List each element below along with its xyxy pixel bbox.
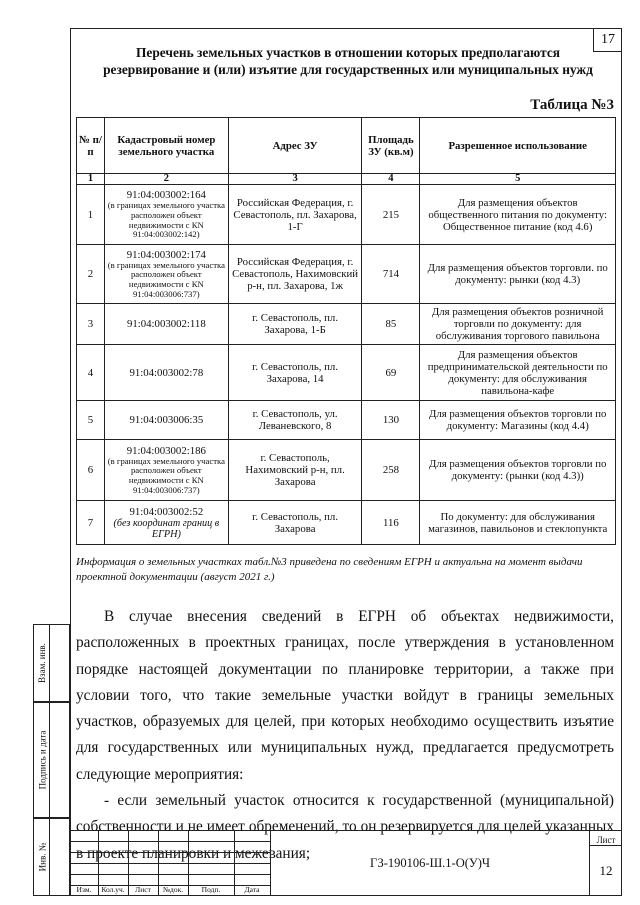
row-number: 2 xyxy=(77,245,105,304)
use-cell: Для размещения объектов розничной торговли по документу: для обслуживания торгового павильона xyxy=(420,304,616,345)
table-row xyxy=(77,440,616,501)
table-label: Таблица №3 xyxy=(530,97,614,113)
area-cell: 116 xyxy=(362,501,420,545)
cadastral-number: 91:04:003006:35 xyxy=(129,414,204,426)
col-number: 4 xyxy=(362,174,420,185)
col-number: 5 xyxy=(420,174,616,185)
sheet-number: 12 xyxy=(599,863,613,878)
side-cell-replacement-inv xyxy=(33,624,70,702)
side-label: Инв. № xyxy=(37,842,47,872)
col-number: 3 xyxy=(228,174,362,185)
use-cell: По документу: для обслуживания магазинов, павильонов и стеклопункта xyxy=(420,501,616,545)
stamp-header: Изм. xyxy=(76,885,92,894)
column-number-row xyxy=(77,174,616,185)
address-cell: г. Севастополь, ул. Леваневского, 8 xyxy=(228,401,362,440)
cadastral-note: (в границах земельного участка расположен объект недвижимости с КN 91:04:003006:737) xyxy=(107,455,225,495)
cadastral-number: 91:04:003002:52 xyxy=(129,505,204,518)
row-number: 5 xyxy=(77,401,105,440)
address-cell: Российская Федерация, г. Севастополь, пл. Захарова, 1-Г xyxy=(228,185,362,245)
row-number: 6 xyxy=(77,440,105,501)
row-number: 7 xyxy=(77,501,105,545)
table-row xyxy=(77,185,616,245)
col-header-cadastral: Кадастровый номер земельного участка xyxy=(104,118,228,174)
area-cell: 258 xyxy=(362,440,420,501)
paragraph: - если земельный участок относится к государственной (муниципальной) собственности и не имеет обременений, то он резервируется для целей указанных в проекте планировки и межевания; xyxy=(76,792,614,862)
paragraph: В случае внесения сведений в ЕГРН об объектах недвижимости, расположенных в проектных границах, после утверждения в установленном порядке настоящей документации по планировке территории, а также при условии того, что такие земельные участки войдут в границы земельных участков, образуемых для целей, при которых необходимо осуществить изъятие для государственных или муниципальных нужд, предлагается предусмотреть следующие мероприятия: xyxy=(76,608,614,783)
use-cell: Для размещения объектов общественного питания по документу: Общественное питание (код 4.6) xyxy=(420,185,616,245)
address-cell: Российская Федерация, г. Севастополь, Нахимовский р-н, пл. Захарова, 1ж xyxy=(228,245,362,304)
sheet-number-cell xyxy=(590,830,622,896)
top-page-number: 17 xyxy=(593,28,622,52)
document-title: Перечень земельных участков в отношении которых предполагаются резервирование и (или) изъятие для государственных или муниципальных нужд xyxy=(103,45,593,77)
table-footnote: Информация о земельных участках табл.№3 приведена по сведениям ЕГРН и актуальна на момент выдачи проектной документации (август 2021 г.) xyxy=(76,556,583,583)
row-number: 1 xyxy=(77,185,105,245)
cadastral-cell xyxy=(104,401,228,440)
cadastral-cell xyxy=(104,185,228,245)
col-header-use: Разрешенное использование xyxy=(420,118,616,174)
stamp-header: Дата xyxy=(244,885,260,894)
address-cell: г. Севастополь, пл. Захарова, 1-Б xyxy=(228,304,362,345)
col-header-number: № п/п xyxy=(77,118,105,174)
area-cell: 130 xyxy=(362,401,420,440)
cadastral-note: (без координат границ в ЕГРН) xyxy=(113,517,220,540)
col-header-address: Адрес ЗУ xyxy=(228,118,362,174)
col-number: 1 xyxy=(77,174,105,185)
table-row xyxy=(77,245,616,304)
table-row xyxy=(77,345,616,401)
use-cell: Для размещения объектов торговли по документу: (рынки (код 4.3)) xyxy=(420,440,616,501)
cadastral-number: 91:04:003002:174 xyxy=(126,248,206,261)
side-label: Взам. инв. xyxy=(37,643,48,683)
cadastral-note: (в границах земельного участка расположен объект недвижимости с КN 91:04:003006:737) xyxy=(107,259,225,299)
cadastral-number: 91:04:003002:186 xyxy=(126,444,206,457)
body-text xyxy=(76,604,614,867)
cadastral-cell xyxy=(104,345,228,401)
document-code: ГЗ-190106-Ш.1-О(У)Ч xyxy=(270,830,590,896)
table-header-row xyxy=(77,118,616,174)
row-number: 4 xyxy=(77,345,105,401)
area-cell: 85 xyxy=(362,304,420,345)
cadastral-number: 91:04:003002:78 xyxy=(129,366,204,379)
address-cell: г. Севастополь, пл. Захарова xyxy=(228,501,362,545)
cadastral-cell xyxy=(104,501,228,545)
address-cell: г. Севастополь, пл. Захарова, 14 xyxy=(228,345,362,401)
cadastral-cell xyxy=(104,440,228,501)
side-cell-inventory-number xyxy=(33,818,70,896)
stamp-header: Кол.уч. xyxy=(101,885,125,894)
use-cell: Для размещения объектов предпринимательской деятельности по документу: для обслуживания павильона-кафе xyxy=(420,345,616,401)
cadastral-number: 91:04:003002:118 xyxy=(126,318,206,330)
land-plots-table xyxy=(76,117,616,545)
side-label: Подпись и дата xyxy=(37,730,47,790)
col-number: 2 xyxy=(104,174,228,185)
use-cell: Для размещения объектов торговли. по документу: рынки (код 4.3) xyxy=(420,245,616,304)
table-row xyxy=(77,304,616,345)
table-row xyxy=(77,501,616,545)
stamp-header: №док. xyxy=(162,885,184,894)
side-stamp-column xyxy=(33,624,70,896)
title-block-stamp xyxy=(70,830,622,896)
cadastral-number: 91:04:003002:164 xyxy=(126,189,206,202)
area-cell: 714 xyxy=(362,245,420,304)
sheet-label: Лист xyxy=(590,830,622,846)
address-cell: г. Севастополь, Нахимовский р-н, пл. Захарова xyxy=(228,440,362,501)
stamp-header: Лист xyxy=(135,885,151,894)
area-cell: 69 xyxy=(362,345,420,401)
use-cell: Для размещения объектов торговли по документу: Магазины (код 4.4) xyxy=(420,401,616,440)
row-number: 3 xyxy=(77,304,105,345)
stamp-headers xyxy=(70,885,270,896)
stamp-header: Подп. xyxy=(201,885,221,894)
side-cell-signature-date xyxy=(33,702,70,818)
area-cell: 215 xyxy=(362,185,420,245)
cadastral-note: (в границах земельного участка расположен объект недвижимости с КN 91:04:003002:142) xyxy=(107,200,225,240)
cadastral-cell xyxy=(104,245,228,304)
col-header-area: Площадь ЗУ (кв.м) xyxy=(362,118,420,174)
cadastral-cell xyxy=(104,304,228,345)
table-row xyxy=(77,401,616,440)
